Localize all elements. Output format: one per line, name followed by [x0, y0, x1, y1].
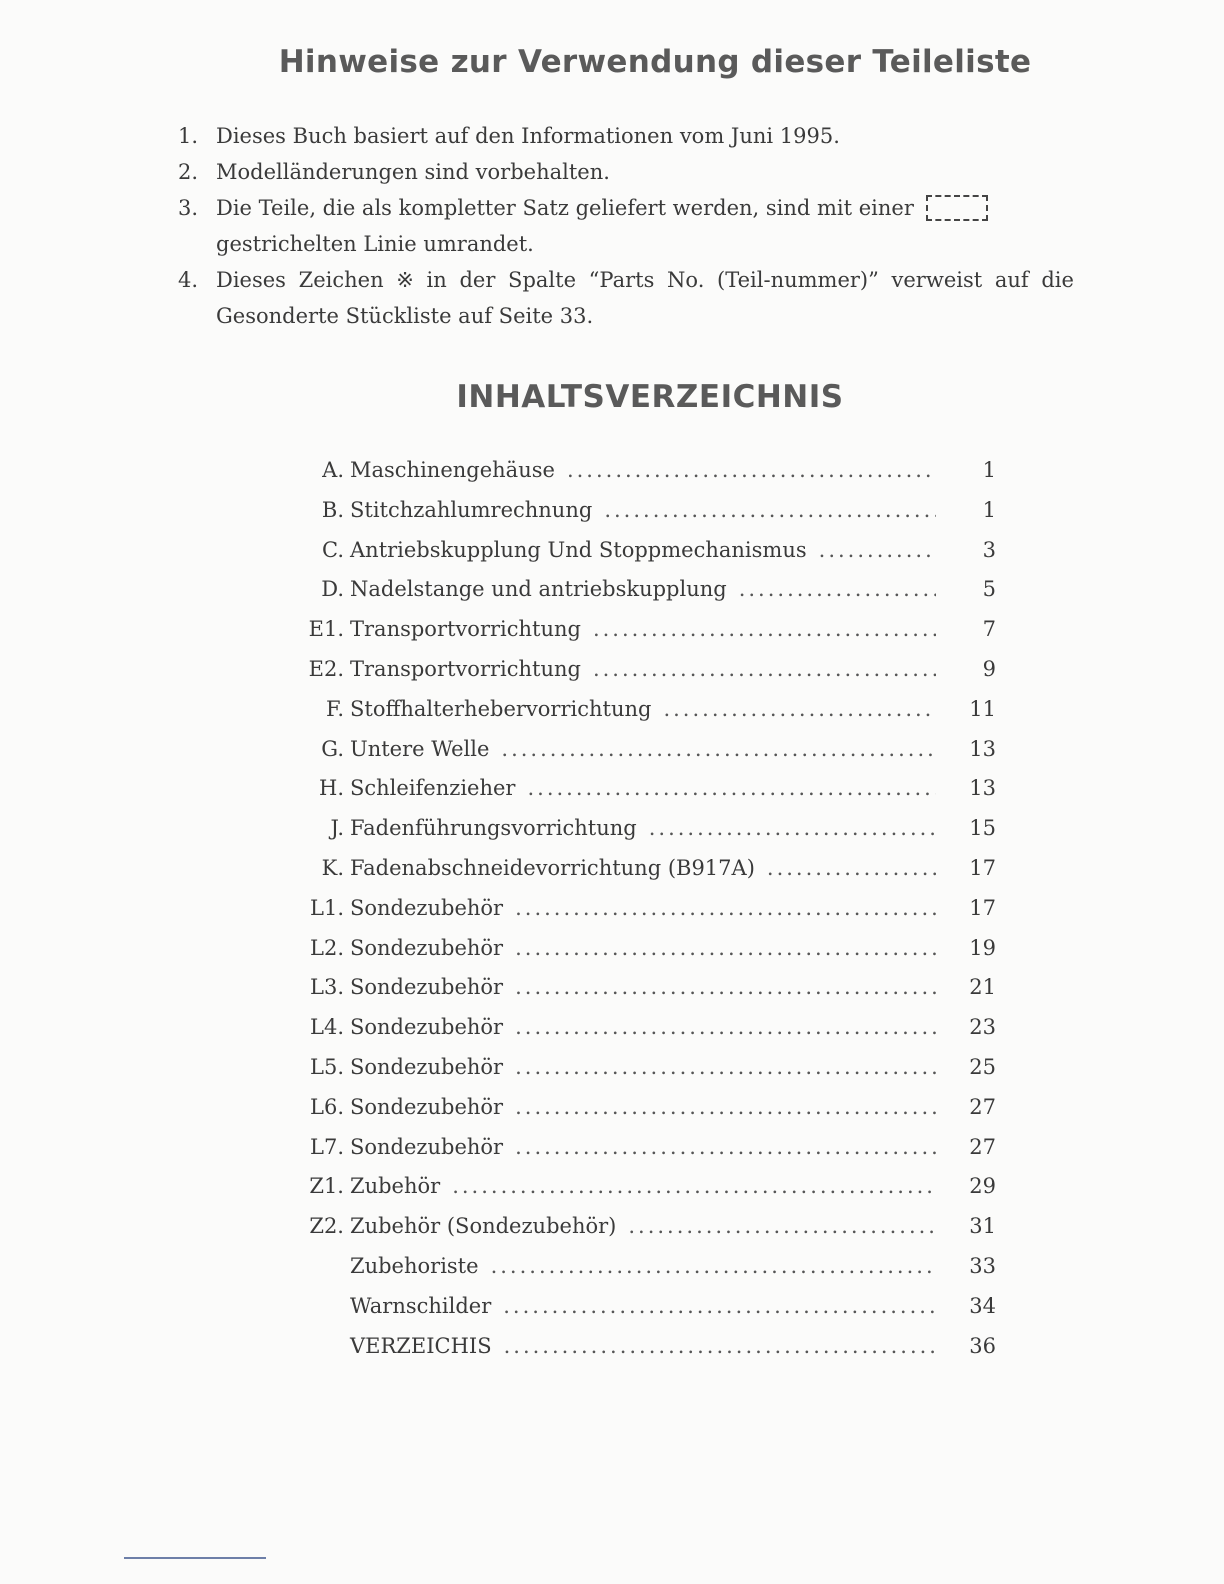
toc-entry-title: Sondezubehör: [350, 1134, 504, 1159]
toc-entry: [296, 1015, 996, 1055]
toc-entry-title: Warnschilder: [350, 1293, 492, 1318]
note-text: Dieses Buch basiert auf den Informationen vom Juni 1995.: [216, 124, 840, 148]
toc-entry: [296, 816, 996, 856]
toc-entry: [296, 975, 996, 1015]
dot-leader: [567, 458, 936, 482]
note-text-line2: Gesonderte Stückliste auf Seite 33.: [216, 304, 594, 328]
toc-entry-title: Zubehör (Sondezubehör): [350, 1214, 617, 1239]
toc-entry-page: 27: [969, 1134, 996, 1159]
toc-entry-page: 23: [969, 1015, 996, 1040]
toc-entry-page: 19: [969, 935, 996, 960]
dot-leader: [663, 697, 936, 721]
note-item: [178, 262, 1128, 334]
toc-entry-title: Fadenabschneidevorrichtung (B917A): [350, 855, 755, 880]
dot-leader: [527, 776, 936, 800]
toc-entry-title: Maschinengehäuse: [350, 458, 555, 482]
dot-leader: [504, 1334, 936, 1358]
toc-entry-letter: J.: [330, 816, 344, 841]
toc-entry: [296, 1334, 996, 1374]
toc-entry-page: 13: [969, 736, 996, 761]
toc-entry: [296, 896, 996, 936]
dot-leader: [515, 1015, 936, 1039]
toc-entry: [296, 1294, 996, 1334]
footer-rule: [124, 1557, 266, 1559]
dot-leader: [515, 1055, 936, 1079]
toc-entry-letter: L4.: [310, 1015, 344, 1040]
toc-entry: [296, 1095, 996, 1135]
toc-entry: [296, 737, 996, 777]
note-text-line1: Die Teile, die als kompletter Satz geliefert werden, sind mit einer: [216, 196, 914, 220]
note-item: [178, 190, 1128, 262]
note-item: [178, 118, 1128, 154]
toc-entry-page: 3: [982, 537, 996, 562]
toc-entry-title: VERZEICHIS: [350, 1333, 492, 1358]
toc-entry-title: Transportvorrichtung: [350, 656, 581, 681]
toc-entry-letter: E1.: [308, 617, 344, 642]
toc-entry-page: 29: [969, 1174, 996, 1199]
toc-entry-page: 9: [982, 656, 996, 681]
toc-entry-page: 25: [969, 1054, 996, 1079]
note-text-line2: gestrichelten Linie umrandet.: [216, 232, 534, 256]
toc-entry-letter: L1.: [310, 895, 344, 920]
toc-entry-page: 1: [982, 497, 996, 522]
toc-entry-title: Zubehoriste: [350, 1253, 479, 1278]
toc-entry-letter: Z1.: [309, 1174, 344, 1199]
toc-entry-title: Zubehör: [350, 1174, 441, 1199]
dot-leader: [593, 617, 936, 641]
toc-title: INHALTSVERZEICHNIS: [456, 379, 844, 415]
toc-entry-title: Sondezubehör: [350, 935, 504, 960]
note-text-line1: Dieses Zeichen ※ in der Spalte “Parts No. (Teil-nummer)” verweist auf die: [216, 268, 1074, 292]
toc-entry-title: Stitchzahlumrechnung: [350, 497, 593, 522]
note-number: 3.: [178, 196, 199, 220]
note-number: 4.: [178, 268, 199, 292]
toc-entry-title: Sondezubehör: [350, 1054, 504, 1079]
dot-leader: [515, 936, 936, 960]
toc-entry-title: Sondezubehör: [350, 1094, 504, 1119]
dot-leader: [628, 1214, 936, 1238]
dot-leader: [767, 856, 936, 880]
dot-leader: [503, 1294, 936, 1318]
dot-leader: [501, 737, 936, 761]
toc-entry: [296, 856, 996, 896]
toc-entry: [296, 1135, 996, 1175]
dot-leader: [593, 657, 936, 681]
toc-entry-title: Untere Welle: [350, 736, 490, 761]
toc-entry-page: 15: [969, 816, 996, 841]
toc-entry-title: Sondezubehör: [350, 1015, 504, 1040]
toc-entry-title: Schleifenzieher: [350, 776, 516, 801]
note-item: [178, 154, 1128, 190]
toc-entry-title: Nadelstange und antriebskupplung: [350, 577, 727, 602]
toc-entry: [296, 1254, 996, 1294]
toc-entry-title: Fadenführungsvorrichtung: [350, 816, 637, 841]
dot-leader: [819, 538, 936, 562]
toc-entry-page: 7: [982, 617, 996, 642]
toc-entry-title: Sondezubehör: [350, 975, 504, 1000]
dot-leader: [649, 816, 936, 840]
toc-entry-letter: B.: [321, 497, 344, 522]
toc-entry: [296, 936, 996, 976]
toc-entry-page: 1: [982, 458, 996, 482]
toc-entry-letter: Z2.: [309, 1214, 344, 1239]
toc-entry-letter: A.: [322, 458, 344, 482]
dot-leader: [515, 975, 936, 999]
toc-entry-page: 17: [969, 855, 996, 880]
note-text: Modelländerungen sind vorbehalten.: [216, 160, 610, 184]
toc-entry-page: 21: [969, 975, 996, 1000]
toc-entry: [296, 538, 996, 578]
toc-entry: [296, 577, 996, 617]
toc-entry: [296, 776, 996, 816]
toc-entry-letter: K.: [321, 855, 344, 880]
toc-entry-title: Antriebskupplung Und Stoppmechanismus: [350, 537, 807, 562]
dot-leader: [515, 1135, 936, 1159]
toc-entry-letter: L2.: [310, 935, 344, 960]
toc-entry-letter: C.: [322, 537, 344, 562]
toc-entry-page: 31: [969, 1214, 996, 1239]
table-of-contents: [296, 458, 996, 1373]
toc-entry: [296, 697, 996, 737]
toc-entry-letter: F.: [326, 696, 344, 721]
dot-leader: [515, 896, 936, 920]
toc-entry-page: 17: [969, 895, 996, 920]
dot-leader: [739, 577, 936, 601]
toc-entry-page: 5: [982, 577, 996, 602]
toc-entry-letter: G.: [321, 736, 344, 761]
toc-entry-letter: H.: [319, 776, 344, 801]
toc-entry-title: Sondezubehör: [350, 895, 504, 920]
toc-entry: [296, 1174, 996, 1214]
dot-leader: [604, 498, 936, 522]
toc-entry-page: 34: [969, 1293, 996, 1318]
toc-entry-page: 27: [969, 1094, 996, 1119]
toc-entry-page: 13: [969, 776, 996, 801]
dot-leader: [452, 1174, 936, 1198]
toc-entry-letter: L5.: [310, 1054, 344, 1079]
note-number: 2.: [178, 160, 199, 184]
toc-entry-letter: L7.: [310, 1134, 344, 1159]
dot-leader: [491, 1254, 936, 1278]
toc-entry-letter: D.: [321, 577, 344, 602]
note-number: 1.: [178, 124, 199, 148]
toc-entry: [296, 498, 996, 538]
toc-entry: [296, 657, 996, 697]
toc-entry-letter: L6.: [310, 1094, 344, 1119]
toc-entry-page: 33: [969, 1253, 996, 1278]
toc-entry: [296, 458, 996, 498]
toc-entry-letter: E2.: [308, 656, 344, 681]
toc-entry-page: 36: [969, 1333, 996, 1358]
toc-entry: [296, 617, 996, 657]
toc-entry-title: Transportvorrichtung: [350, 617, 581, 642]
notes-list: [178, 118, 1128, 334]
toc-entry-page: 11: [969, 696, 996, 721]
notes-title: Hinweise zur Verwendung dieser Teileliste: [278, 44, 1032, 80]
toc-entry: [296, 1214, 996, 1254]
toc-entry-title: Stoffhalterhebervorrichtung: [350, 696, 652, 721]
dot-leader: [515, 1095, 936, 1119]
toc-entry-letter: L3.: [310, 975, 344, 1000]
toc-entry: [296, 1055, 996, 1095]
dashed-box-symbol: [926, 195, 988, 221]
